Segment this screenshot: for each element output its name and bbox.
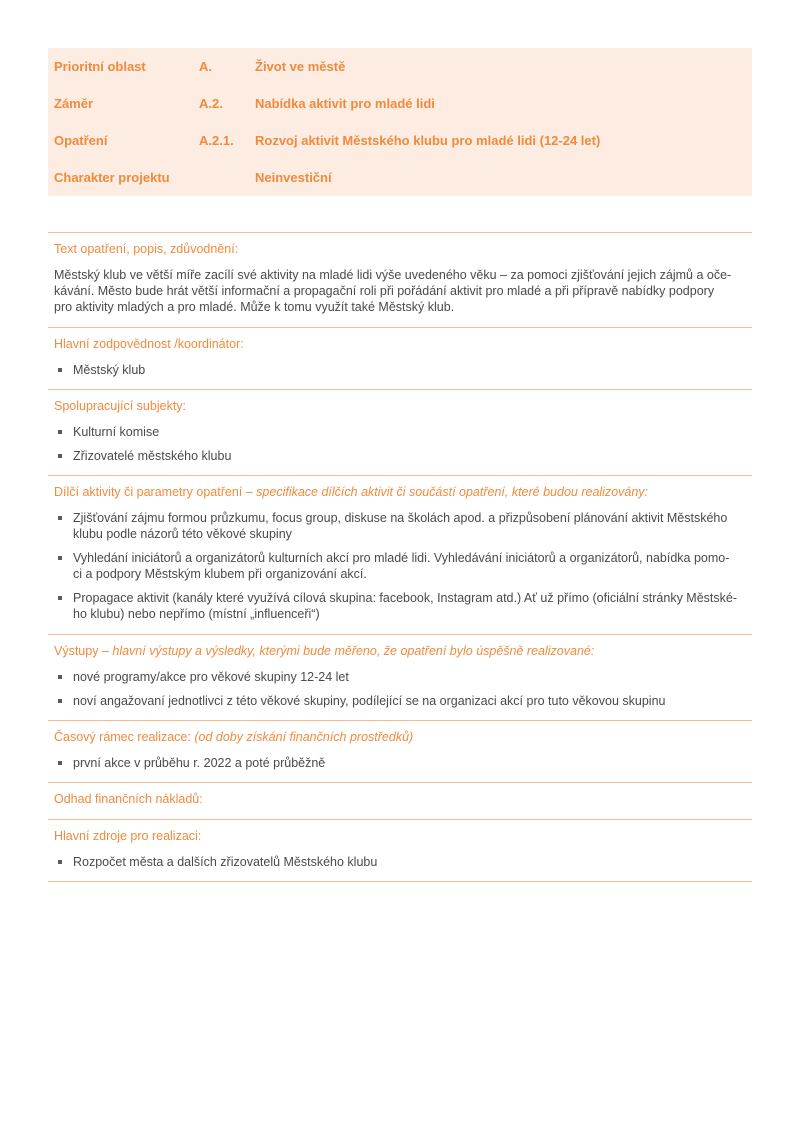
section-timeframe [48,720,752,782]
section-title: Hlavní zdroje pro realizaci: [54,829,202,843]
header-value: Neinvestiční [255,170,332,185]
section-outputs [48,634,752,720]
bullet-icon [58,699,62,703]
section-title: Hlavní zodpovědnost /koordinátor: [54,337,244,351]
text-line: pro aktivity mladých a pro mladé. Může k tomu využít také Městský klub. [54,300,455,314]
bullet-icon [58,430,62,434]
list-item: Rozpočet města a dalších zřizovatelů Městského klubu [48,854,752,870]
header-row-intent [48,94,752,114]
header-code: A.2.1. [199,133,234,148]
header-row-project-type [48,168,752,188]
item-list [48,854,752,870]
section-partners [48,389,752,475]
item-list [48,362,752,378]
list-item: Vyhledání iniciátorů a organizátorů kulturních akcí pro mladé lidi. Vyhledávání iniciátorů a organizátorů, nabídka pomo- ci a podpory Městským klubem při organizování akcí. [48,550,752,582]
section-funding [48,819,752,882]
section-description [48,232,752,327]
list-item: Zřizovatelé městského klubu [48,448,752,464]
header-label: Opatření [54,133,108,148]
header-value: Rozvoj aktivit Městského klubu pro mladé lidi (12-24 let) [255,133,601,148]
bullet-icon [58,516,62,520]
header-label: Prioritní oblast [54,59,146,74]
header-table [48,48,752,196]
list-item: noví angažovaní jednotlivci z této věkové skupiny, podílející se na organizaci akcí pro tuto věkovou skupinu [48,693,752,709]
text-line: Městský klub ve větší míře zacílí své aktivity na mladé lidi výše uvedeného věku – za pomoci zjišťování jejich zájmů a oče- [54,268,732,282]
section-title: Časový rámec realizace: (od doby získání finančních prostředků) [54,730,414,744]
list-item: první akce v průběhu r. 2022 a poté průběžně [48,755,752,771]
bullet-icon [58,761,62,765]
header-label: Charakter projektu [54,170,170,185]
list-item: Kulturní komise [48,424,752,440]
header-code: A. [199,59,212,74]
header-value: Život ve městě [255,59,346,74]
header-value: Nabídka aktivit pro mladé lidi [255,96,435,111]
bullet-icon [58,675,62,679]
bullet-icon [58,596,62,600]
section-title: Dílčí aktivity či parametry opatření – specifikace dílčích aktivit či součástí opatření, které budou realizovány: [54,485,649,499]
section-costs [48,782,752,819]
section-responsibility [48,327,752,389]
section-title: Výstupy – hlavní výstupy a výsledky, kterými bude měřeno, že opatření bylo úspěšně realizované: [54,644,595,658]
bullet-icon [58,454,62,458]
section-text [54,267,744,315]
list-item: nové programy/akce pro věkové skupiny 12-24 let [48,669,752,685]
section-title: Spolupracující subjekty: [54,399,187,413]
list-item: Zjišťování zájmu formou průzkumu, focus group, diskuse na školách apod. a přizpůsobení plánování aktivit Městského klubu podle názorů této věkové skupiny [48,510,752,542]
item-list [48,510,752,622]
bullet-icon [58,860,62,864]
text-line: kávání. Město bude hrát větší informační a propagační roli při pořádání aktivit pro mladé a při přípravě nabídky podpory [54,284,715,298]
header-row-priority-area [48,57,752,77]
section-title: Text opatření, popis, zdůvodnění: [54,242,239,256]
header-code: A.2. [199,96,223,111]
header-label: Záměr [54,96,94,111]
bullet-icon [58,368,62,372]
list-item: Městský klub [48,362,752,378]
header-row-measure [48,131,752,151]
item-list [48,669,752,709]
section-activities [48,475,752,634]
section-title: Odhad finančních nákladů: [54,792,203,806]
item-list [48,755,752,771]
bullet-icon [58,556,62,560]
item-list [48,424,752,464]
list-item: Propagace aktivit (kanály které využívá cílová skupina: facebook, Instagram atd.) Ať už přímo (oficiální stránky Městské- ho klubu) nebo nepřímo (místní „influenceři“) [48,590,752,622]
